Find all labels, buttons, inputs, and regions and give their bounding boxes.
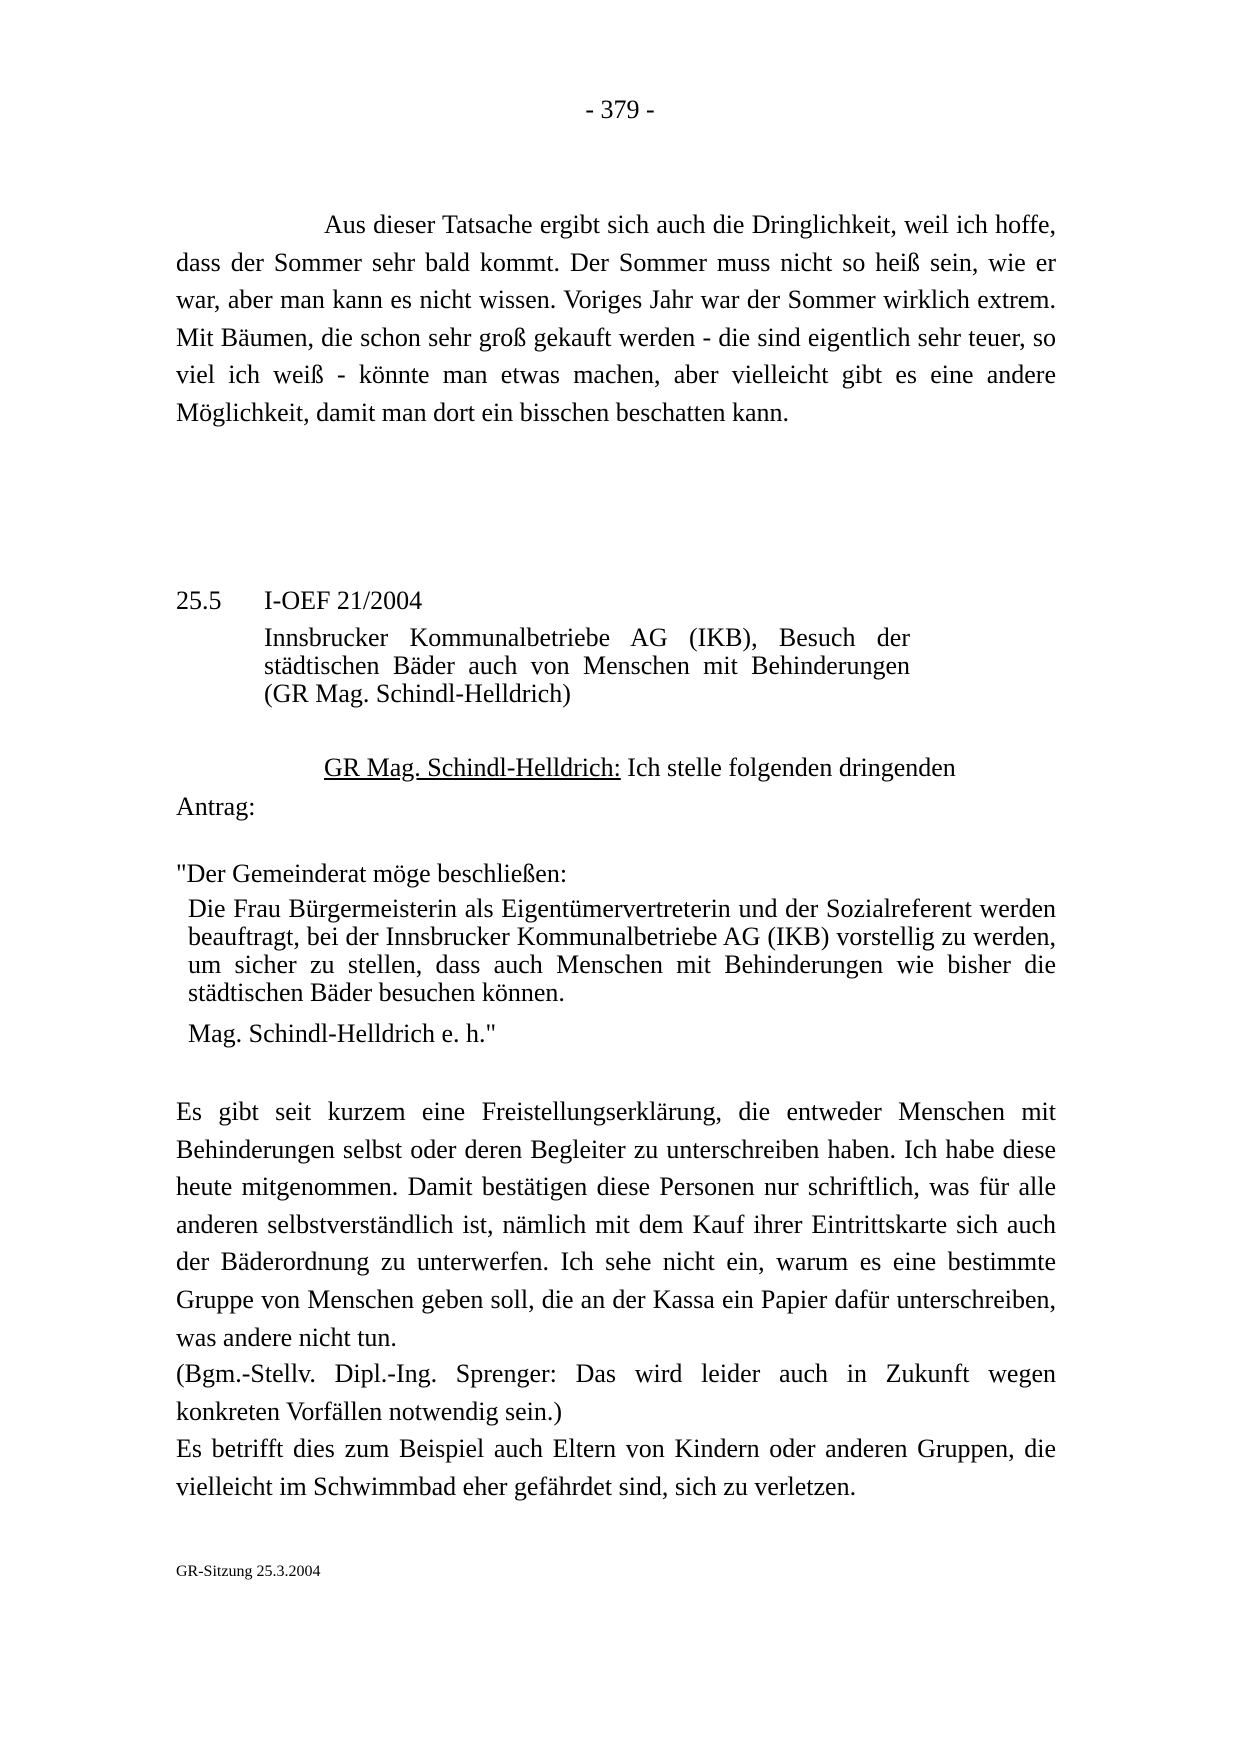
speech-intro-continuation: Antrag: <box>176 792 256 821</box>
speech-intro-text: Ich stelle folgenden dringenden <box>620 753 956 782</box>
agenda-item-code: I-OEF 21/2004 <box>264 586 423 615</box>
agenda-item-number: 25.5 <box>176 586 222 615</box>
motion-intro: "Der Gemeinderat möge beschließen: <box>176 859 568 888</box>
speaker-name: GR Mag. Schindl-Helldrich: <box>324 753 621 782</box>
last-paragraph: Es betrifft dies zum Beispiel auch Eltern von Kindern oder anderen Gruppen, die vielleicht im Schwimmbad eher gefährdet sind, sich zu verletzen. <box>176 1434 1056 1501</box>
motion-signature: Mag. Schindl-Helldrich e. h." <box>188 1019 497 1048</box>
interjection: (Bgm.-Stellv. Dipl.-Ing. Sprenger: Das wird leider auch in Zukunft wegen konkreten Vorfällen notwendig sein.) <box>176 1359 1056 1426</box>
body-paragraph: Es gibt seit kurzem eine Freistellungserklärung, die entweder Menschen mit Behinderungen selbst oder deren Begleiter zu unterschreiben haben. Ich habe diese heute mitgenommen. Damit bestätigen diese Personen nur schriftlich, was für alle anderen selbstverständlich ist, nämlich mit dem Kauf ihrer Eintrittskarte sich auch der Bäderordnung zu unterwerfen. Ich sehe nicht ein, warum es eine bestimmte Gruppe von Menschen geben soll, die an der Kassa ein Papier dafür unterschreiben, was andere nicht tun. <box>176 1097 1056 1352</box>
intro-paragraph: Aus dieser Tatsache ergibt sich auch die Dringlichkeit, weil ich hoffe, dass der Sommer sehr bald kommt. Der Sommer muss nicht so heiß sein, wie er war, aber man kann es nicht wissen. Voriges Jahr war der Sommer wirklich extrem. Mit Bäumen, die schon sehr groß gekauft werden - die sind eigentlich sehr teuer, so viel ich weiß - könnte man etwas machen, aber vielleicht gibt es eine andere Möglichkeit, damit man dort ein bisschen beschatten kann. <box>176 210 1056 427</box>
motion-body: Die Frau Bürgermeisterin als Eigentümervertreterin und der Sozialreferent werden beauftragt, bei der Innsbrucker Kommunalbetriebe AG (IKB) vorstellig zu werden, um sicher zu stellen, dass auch Menschen mit Behinderungen wie bisher die städtischen Bäder besuchen können. <box>188 894 1056 1007</box>
footer: GR-Sitzung 25.3.2004 <box>176 1563 321 1580</box>
page-number: - 379 - <box>585 95 655 124</box>
speech-intro-line <box>324 749 956 786</box>
agenda-item-title: Innsbrucker Kommunalbetriebe AG (IKB), Besuch der städtischen Bäder auch von Menschen mit Behinderungen (GR Mag. Schindl-Helldrich) <box>264 623 910 708</box>
